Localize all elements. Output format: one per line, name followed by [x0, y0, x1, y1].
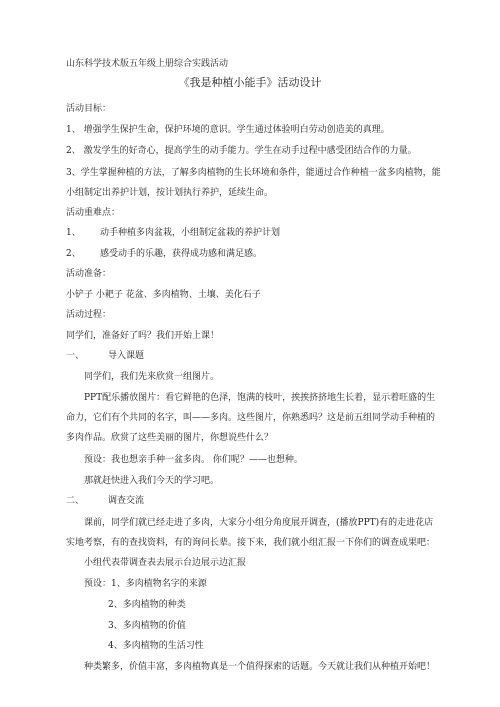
key-point-item-1 [66, 227, 280, 239]
section-2-paragraph-2: 小组代表带调查表去展示台边展示边汇报 [84, 558, 247, 568]
section-1-paragraph-4: 那就赶快进入我们今天的学习吧。 [84, 476, 220, 486]
section-1-paragraph-2: PPT配乐播放图片：看它鲜艳的色泽，饱满的枝叶，挨挨挤挤地生长着，显示着旺盛的生命力，它们有个共同的名字，叫——多肉。这些图片，你熟悉吗？这是前五组同学动手种植的多肉作品。欣赏了这些美丽的图片，你想说些什么？ [66, 393, 436, 443]
section-num: 一、 [66, 351, 85, 361]
section-1-paragraph-1: 同学们，我们先来欣赏一组图片。 [84, 372, 220, 382]
key-points-heading: 活动重难点： [66, 208, 121, 218]
key-point-num: 1、 [66, 228, 81, 238]
section-1-heading [66, 350, 144, 362]
section-2-paragraph-4: 种类繁多，价值丰富，多肉植物真是一个值得探索的话题。今天就让我们从种植开始吧！ [84, 662, 436, 672]
key-point-text: 动手种植多肉盆栽，小组制定盆栽的养护计划 [100, 228, 281, 238]
section-2-list-item-3: 4、多肉植物的生活习性 [108, 641, 204, 651]
key-point-text: 感受动手的乐趣，获得成功感和满足感。 [100, 249, 263, 259]
section-title: 调查交流 [108, 496, 145, 506]
objective-item-2: 2、 激发学生的好奇心，提高学生的动手能力。学生在动手过程中感受团结合作的力量。 [66, 146, 417, 156]
key-point-num: 2、 [66, 249, 81, 259]
page-title: 《我是种植小能手》活动设计 [178, 76, 322, 89]
process-heading: 活动过程： [66, 310, 112, 320]
preparation-text: 小铲子 小耙子 花盆、多肉植物、土壤、美化石子 [66, 290, 261, 300]
section-2-list-item-1: 2、多肉植物的种类 [108, 600, 186, 610]
key-point-item-2 [66, 248, 262, 260]
section-2-paragraph-1: 课前，同学们就已经走进了多肉，大家分小组分角度展开调查，(播放PPT)有的走进花店实地考察，有的查找资料，有的询问长辈。接下来，我们就小组汇报一下你们的调查成果吧： [66, 518, 436, 548]
header-line: 山东科学技术版五年级上册综合实践活动 [66, 59, 229, 69]
section-num: 二、 [66, 496, 85, 506]
preparation-heading: 活动准备： [66, 269, 112, 279]
section-1-paragraph-3: 预设：我也想亲手种一盆多肉。 你们呢？——也想种。 [84, 455, 303, 465]
section-2-paragraph-3: 预设：1、多肉植物名字的来源 [84, 579, 207, 589]
greeting-text: 同学们，准备好了吗？我们开始上课！ [66, 331, 220, 341]
section-2-list-item-2: 3、多肉植物的价值 [108, 621, 186, 631]
section-title: 导入课题 [108, 351, 145, 361]
objectives-heading: 活动目标： [66, 104, 112, 114]
objective-item-3: 3、学生掌握种植的方法，了解多肉植物的生长环境和条件，能通过合作种植一盆多肉植物，能小组制定出养护计划，按计划执行养护，延续生命。 [66, 168, 441, 198]
section-2-heading [66, 495, 144, 507]
objective-item-1: 1、 增强学生保护生命，保护环境的意识。学生通过体验明白劳动创造美的真理。 [66, 125, 390, 135]
